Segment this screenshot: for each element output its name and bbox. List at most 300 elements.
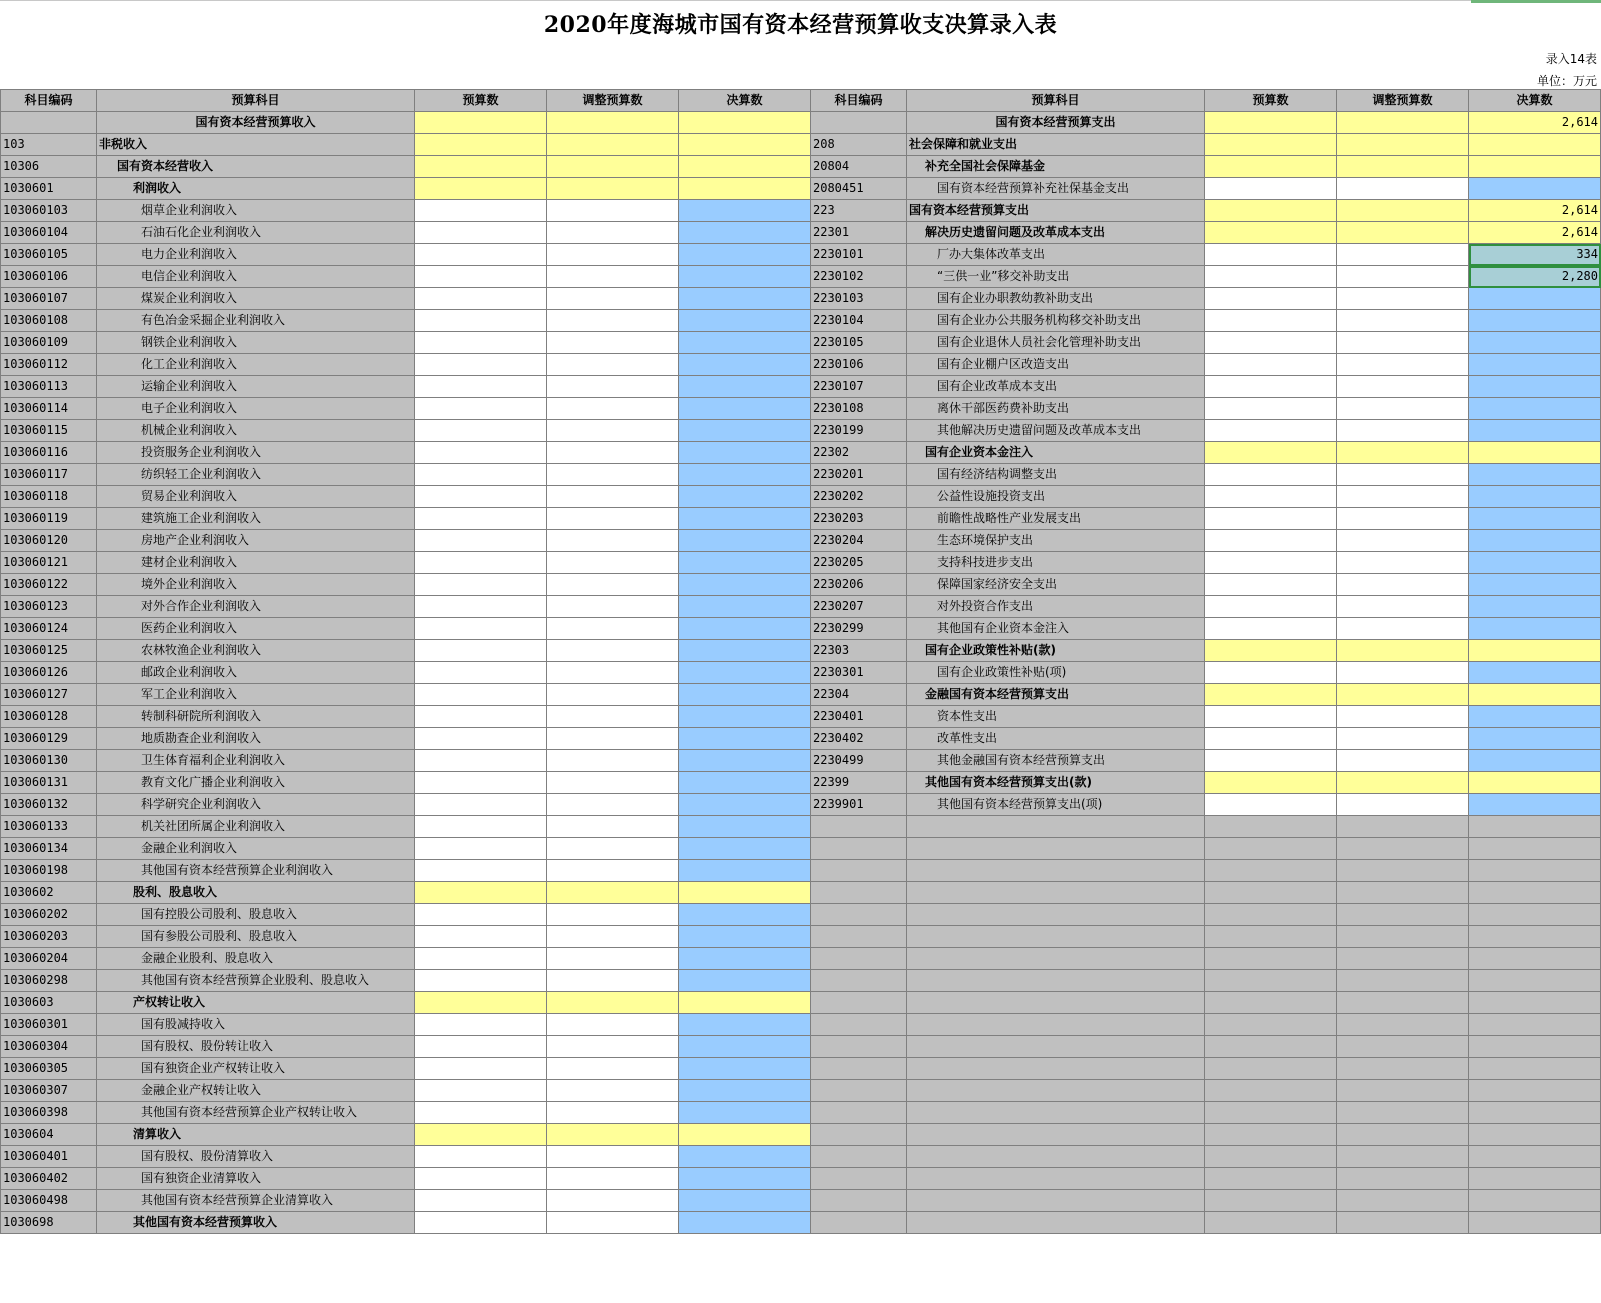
income-budget-cell[interactable] xyxy=(415,178,547,200)
income-adjusted-cell[interactable] xyxy=(547,794,679,816)
income-code-cell[interactable]: 103060134 xyxy=(1,838,97,860)
income-subject-cell[interactable]: 境外企业利润收入 xyxy=(97,574,415,596)
income-code-cell[interactable]: 103060204 xyxy=(1,948,97,970)
income-subject-cell[interactable]: 清算收入 xyxy=(97,1124,415,1146)
expense-budget-cell[interactable] xyxy=(1205,574,1337,596)
income-subject-cell[interactable]: 电信企业利润收入 xyxy=(97,266,415,288)
income-code-cell[interactable]: 103060124 xyxy=(1,618,97,640)
expense-final-cell[interactable] xyxy=(1469,640,1601,662)
income-adjusted-cell[interactable] xyxy=(547,288,679,310)
income-subject-cell[interactable]: 其他国有资本经营预算企业利润收入 xyxy=(97,860,415,882)
income-budget-cell[interactable] xyxy=(415,838,547,860)
expense-code-cell[interactable]: 2239901 xyxy=(811,794,907,816)
expense-subject-cell[interactable]: 前瞻性战略性产业发展支出 xyxy=(907,508,1205,530)
income-final-cell[interactable] xyxy=(679,1014,811,1036)
income-adjusted-cell[interactable] xyxy=(547,332,679,354)
income-adjusted-cell[interactable] xyxy=(547,772,679,794)
header-income-budget[interactable]: 预算数 xyxy=(415,90,547,112)
income-adjusted-cell[interactable] xyxy=(547,376,679,398)
expense-code-cell[interactable]: 2230401 xyxy=(811,706,907,728)
income-subject-cell[interactable]: 国有参股公司股利、股息收入 xyxy=(97,926,415,948)
income-subject-cell[interactable]: 国有独资企业产权转让收入 xyxy=(97,1058,415,1080)
expense-adjusted-cell[interactable] xyxy=(1337,530,1469,552)
income-budget-cell[interactable] xyxy=(415,992,547,1014)
income-budget-cell[interactable] xyxy=(415,288,547,310)
expense-code-cell[interactable]: 208 xyxy=(811,134,907,156)
income-code-cell[interactable]: 103060398 xyxy=(1,1102,97,1124)
income-adjusted-cell[interactable] xyxy=(547,992,679,1014)
income-subject-cell[interactable]: 转制科研院所利润收入 xyxy=(97,706,415,728)
header-income-code[interactable]: 科目编码 xyxy=(1,90,97,112)
expense-adjusted-cell[interactable] xyxy=(1337,420,1469,442)
expense-budget-cell[interactable] xyxy=(1205,728,1337,750)
header-income-adjusted[interactable]: 调整预算数 xyxy=(547,90,679,112)
expense-final-cell[interactable]: 2,280 xyxy=(1469,266,1601,288)
income-adjusted-cell[interactable] xyxy=(547,970,679,992)
income-subject-cell[interactable]: 科学研究企业利润收入 xyxy=(97,794,415,816)
expense-code-cell[interactable]: 2230106 xyxy=(811,354,907,376)
expense-budget-cell[interactable] xyxy=(1205,156,1337,178)
income-subject-cell[interactable]: 化工企业利润收入 xyxy=(97,354,415,376)
expense-code-cell[interactable]: 2230206 xyxy=(811,574,907,596)
income-budget-cell[interactable] xyxy=(415,574,547,596)
expense-subject-cell[interactable]: 国有企业棚户区改造支出 xyxy=(907,354,1205,376)
income-final-cell[interactable] xyxy=(679,266,811,288)
income-code-cell[interactable]: 1030698 xyxy=(1,1212,97,1234)
income-subject-cell[interactable]: 产权转让收入 xyxy=(97,992,415,1014)
income-adjusted-cell[interactable] xyxy=(547,640,679,662)
income-subject-cell[interactable]: 房地产企业利润收入 xyxy=(97,530,415,552)
income-final-cell[interactable] xyxy=(679,552,811,574)
income-code-cell[interactable]: 103060123 xyxy=(1,596,97,618)
expense-budget-cell[interactable] xyxy=(1205,134,1337,156)
income-adjusted-cell[interactable] xyxy=(547,464,679,486)
expense-adjusted-cell[interactable] xyxy=(1337,178,1469,200)
expense-subject-cell[interactable]: 国有企业政策性补贴(项) xyxy=(907,662,1205,684)
income-code-cell[interactable]: 103060109 xyxy=(1,332,97,354)
expense-budget-cell[interactable] xyxy=(1205,772,1337,794)
expense-budget-cell[interactable] xyxy=(1205,684,1337,706)
income-budget-cell[interactable] xyxy=(415,354,547,376)
expense-code-cell[interactable]: 2080451 xyxy=(811,178,907,200)
income-subject-cell[interactable]: 金融企业产权转让收入 xyxy=(97,1080,415,1102)
income-final-cell[interactable] xyxy=(679,838,811,860)
expense-budget-cell[interactable] xyxy=(1205,200,1337,222)
income-adjusted-cell[interactable] xyxy=(547,530,679,552)
expense-budget-cell[interactable] xyxy=(1205,398,1337,420)
income-final-cell[interactable] xyxy=(679,948,811,970)
expense-final-cell[interactable] xyxy=(1469,530,1601,552)
income-adjusted-cell[interactable] xyxy=(547,134,679,156)
income-final-cell[interactable] xyxy=(679,134,811,156)
expense-subject-cell[interactable]: 公益性设施投资支出 xyxy=(907,486,1205,508)
income-code-cell[interactable]: 103060120 xyxy=(1,530,97,552)
expense-final-cell[interactable]: 334 xyxy=(1469,244,1601,266)
expense-code-cell[interactable]: 223 xyxy=(811,200,907,222)
expense-final-cell[interactable] xyxy=(1469,156,1601,178)
expense-budget-cell[interactable] xyxy=(1205,486,1337,508)
income-adjusted-cell[interactable] xyxy=(547,552,679,574)
income-final-cell[interactable] xyxy=(679,684,811,706)
income-code-cell[interactable]: 1030602 xyxy=(1,882,97,904)
income-final-cell[interactable] xyxy=(679,816,811,838)
expense-code-cell[interactable]: 2230107 xyxy=(811,376,907,398)
expense-subject-cell[interactable]: 其他国有企业资本金注入 xyxy=(907,618,1205,640)
income-final-cell[interactable] xyxy=(679,112,811,134)
income-adjusted-cell[interactable] xyxy=(547,508,679,530)
expense-adjusted-cell[interactable] xyxy=(1337,244,1469,266)
income-subject-cell[interactable]: 其他国有资本经营预算企业股利、股息收入 xyxy=(97,970,415,992)
income-budget-cell[interactable] xyxy=(415,970,547,992)
income-code-cell[interactable]: 103060132 xyxy=(1,794,97,816)
income-adjusted-cell[interactable] xyxy=(547,354,679,376)
income-code-cell[interactable]: 103060104 xyxy=(1,222,97,244)
income-adjusted-cell[interactable] xyxy=(547,1080,679,1102)
income-budget-cell[interactable] xyxy=(415,1080,547,1102)
income-final-cell[interactable] xyxy=(679,464,811,486)
income-code-cell[interactable]: 103060128 xyxy=(1,706,97,728)
expense-final-cell[interactable]: 2,614 xyxy=(1469,112,1601,134)
expense-code-cell[interactable]: 2230101 xyxy=(811,244,907,266)
income-code-cell[interactable]: 1030603 xyxy=(1,992,97,1014)
income-adjusted-cell[interactable] xyxy=(547,266,679,288)
income-code-cell[interactable]: 103060116 xyxy=(1,442,97,464)
expense-adjusted-cell[interactable] xyxy=(1337,728,1469,750)
income-final-cell[interactable] xyxy=(679,1102,811,1124)
expense-adjusted-cell[interactable] xyxy=(1337,794,1469,816)
income-code-cell[interactable]: 103060130 xyxy=(1,750,97,772)
income-budget-cell[interactable] xyxy=(415,156,547,178)
income-code-cell[interactable]: 103060106 xyxy=(1,266,97,288)
expense-adjusted-cell[interactable] xyxy=(1337,486,1469,508)
income-final-cell[interactable] xyxy=(679,992,811,1014)
income-adjusted-cell[interactable] xyxy=(547,838,679,860)
income-final-cell[interactable] xyxy=(679,332,811,354)
header-income-subject[interactable]: 预算科目 xyxy=(97,90,415,112)
income-final-cell[interactable] xyxy=(679,156,811,178)
income-budget-cell[interactable] xyxy=(415,618,547,640)
income-budget-cell[interactable] xyxy=(415,266,547,288)
income-budget-cell[interactable] xyxy=(415,596,547,618)
expense-budget-cell[interactable] xyxy=(1205,508,1337,530)
income-final-cell[interactable] xyxy=(679,486,811,508)
income-final-cell[interactable] xyxy=(679,574,811,596)
income-adjusted-cell[interactable] xyxy=(547,1168,679,1190)
income-budget-cell[interactable] xyxy=(415,882,547,904)
expense-subject-cell[interactable]: 支持科技进步支出 xyxy=(907,552,1205,574)
income-adjusted-cell[interactable] xyxy=(547,662,679,684)
income-final-cell[interactable] xyxy=(679,1124,811,1146)
income-adjusted-cell[interactable] xyxy=(547,706,679,728)
income-final-cell[interactable] xyxy=(679,442,811,464)
expense-adjusted-cell[interactable] xyxy=(1337,112,1469,134)
expense-final-cell[interactable] xyxy=(1469,486,1601,508)
income-subject-cell[interactable]: 其他国有资本经营预算收入 xyxy=(97,1212,415,1234)
expense-adjusted-cell[interactable] xyxy=(1337,508,1469,530)
income-budget-cell[interactable] xyxy=(415,904,547,926)
expense-budget-cell[interactable] xyxy=(1205,706,1337,728)
expense-final-cell[interactable] xyxy=(1469,772,1601,794)
income-budget-cell[interactable] xyxy=(415,684,547,706)
expense-code-cell[interactable]: 2230202 xyxy=(811,486,907,508)
income-adjusted-cell[interactable] xyxy=(547,816,679,838)
income-subject-cell[interactable]: 对外合作企业利润收入 xyxy=(97,596,415,618)
expense-adjusted-cell[interactable] xyxy=(1337,398,1469,420)
expense-final-cell[interactable] xyxy=(1469,288,1601,310)
expense-final-cell[interactable] xyxy=(1469,706,1601,728)
expense-subject-cell[interactable]: 补充全国社会保障基金 xyxy=(907,156,1205,178)
income-code-cell[interactable]: 103060118 xyxy=(1,486,97,508)
income-final-cell[interactable] xyxy=(679,178,811,200)
income-adjusted-cell[interactable] xyxy=(547,618,679,640)
expense-subject-cell[interactable]: 解决历史遗留问题及改革成本支出 xyxy=(907,222,1205,244)
income-subject-cell[interactable]: 邮政企业利润收入 xyxy=(97,662,415,684)
income-budget-cell[interactable] xyxy=(415,1058,547,1080)
expense-code-cell[interactable]: 22303 xyxy=(811,640,907,662)
expense-final-cell[interactable] xyxy=(1469,574,1601,596)
income-final-cell[interactable] xyxy=(679,244,811,266)
income-final-cell[interactable] xyxy=(679,772,811,794)
expense-final-cell[interactable]: 2,614 xyxy=(1469,222,1601,244)
income-subject-cell[interactable]: 电力企业利润收入 xyxy=(97,244,415,266)
income-adjusted-cell[interactable] xyxy=(547,1102,679,1124)
expense-final-cell[interactable]: 2,614 xyxy=(1469,200,1601,222)
expense-adjusted-cell[interactable] xyxy=(1337,464,1469,486)
income-budget-cell[interactable] xyxy=(415,1014,547,1036)
income-subject-cell[interactable]: 金融企业利润收入 xyxy=(97,838,415,860)
income-final-cell[interactable] xyxy=(679,288,811,310)
income-final-cell[interactable] xyxy=(679,596,811,618)
income-code-cell[interactable]: 103060126 xyxy=(1,662,97,684)
income-final-cell[interactable] xyxy=(679,970,811,992)
expense-code-cell[interactable]: 2230102 xyxy=(811,266,907,288)
income-subject-cell[interactable]: 烟草企业利润收入 xyxy=(97,200,415,222)
expense-budget-cell[interactable] xyxy=(1205,244,1337,266)
expense-subject-cell[interactable]: 其他金融国有资本经营预算支出 xyxy=(907,750,1205,772)
income-final-cell[interactable] xyxy=(679,1190,811,1212)
income-code-cell[interactable]: 1030604 xyxy=(1,1124,97,1146)
income-final-cell[interactable] xyxy=(679,200,811,222)
income-code-cell[interactable]: 103060301 xyxy=(1,1014,97,1036)
expense-code-cell[interactable]: 2230199 xyxy=(811,420,907,442)
header-expense-adjusted[interactable]: 调整预算数 xyxy=(1337,90,1469,112)
expense-adjusted-cell[interactable] xyxy=(1337,684,1469,706)
income-final-cell[interactable] xyxy=(679,750,811,772)
expense-budget-cell[interactable] xyxy=(1205,376,1337,398)
expense-budget-cell[interactable] xyxy=(1205,640,1337,662)
expense-final-cell[interactable] xyxy=(1469,178,1601,200)
expense-subject-cell[interactable]: 金融国有资本经营预算支出 xyxy=(907,684,1205,706)
header-expense-budget[interactable]: 预算数 xyxy=(1205,90,1337,112)
income-final-cell[interactable] xyxy=(679,1212,811,1234)
income-code-cell[interactable]: 103060113 xyxy=(1,376,97,398)
expense-final-cell[interactable] xyxy=(1469,398,1601,420)
expense-adjusted-cell[interactable] xyxy=(1337,574,1469,596)
expense-subject-cell[interactable]: 国有企业资本金注入 xyxy=(907,442,1205,464)
income-subject-cell[interactable]: 钢铁企业利润收入 xyxy=(97,332,415,354)
header-expense-code[interactable]: 科目编码 xyxy=(811,90,907,112)
income-subject-cell[interactable]: 非税收入 xyxy=(97,134,415,156)
expense-code-cell[interactable]: 22301 xyxy=(811,222,907,244)
income-adjusted-cell[interactable] xyxy=(547,200,679,222)
expense-final-cell[interactable] xyxy=(1469,750,1601,772)
expense-adjusted-cell[interactable] xyxy=(1337,134,1469,156)
expense-subject-cell[interactable]: 国有资本经营预算补充社保基金支出 xyxy=(907,178,1205,200)
income-adjusted-cell[interactable] xyxy=(547,1146,679,1168)
expense-subject-cell[interactable]: 生态环境保护支出 xyxy=(907,530,1205,552)
income-code-cell[interactable] xyxy=(1,112,97,134)
income-budget-cell[interactable] xyxy=(415,816,547,838)
income-subject-cell[interactable]: 运输企业利润收入 xyxy=(97,376,415,398)
expense-budget-cell[interactable] xyxy=(1205,420,1337,442)
income-budget-cell[interactable] xyxy=(415,948,547,970)
expense-final-cell[interactable] xyxy=(1469,354,1601,376)
expense-code-cell[interactable]: 2230201 xyxy=(811,464,907,486)
expense-code-cell[interactable]: 2230499 xyxy=(811,750,907,772)
income-code-cell[interactable]: 103060112 xyxy=(1,354,97,376)
expense-final-cell[interactable] xyxy=(1469,310,1601,332)
income-subject-cell[interactable]: 国有独资企业清算收入 xyxy=(97,1168,415,1190)
income-subject-cell[interactable]: 煤炭企业利润收入 xyxy=(97,288,415,310)
income-code-cell[interactable]: 103060133 xyxy=(1,816,97,838)
income-subject-cell[interactable]: 建筑施工企业利润收入 xyxy=(97,508,415,530)
income-final-cell[interactable] xyxy=(679,508,811,530)
income-code-cell[interactable]: 103060203 xyxy=(1,926,97,948)
expense-subject-cell[interactable]: 其他国有资本经营预算支出(项) xyxy=(907,794,1205,816)
income-subject-cell[interactable]: 医药企业利润收入 xyxy=(97,618,415,640)
income-final-cell[interactable] xyxy=(679,398,811,420)
expense-subject-cell[interactable]: 社会保障和就业支出 xyxy=(907,134,1205,156)
income-budget-cell[interactable] xyxy=(415,222,547,244)
income-subject-cell[interactable]: 农林牧渔企业利润收入 xyxy=(97,640,415,662)
income-subject-cell[interactable]: 利润收入 xyxy=(97,178,415,200)
expense-code-cell[interactable]: 2230105 xyxy=(811,332,907,354)
income-adjusted-cell[interactable] xyxy=(547,112,679,134)
expense-subject-cell[interactable]: 国有企业办职教幼教补助支出 xyxy=(907,288,1205,310)
income-adjusted-cell[interactable] xyxy=(547,310,679,332)
expense-budget-cell[interactable] xyxy=(1205,662,1337,684)
expense-final-cell[interactable] xyxy=(1469,662,1601,684)
income-adjusted-cell[interactable] xyxy=(547,244,679,266)
income-subject-cell[interactable]: 教育文化广播企业利润收入 xyxy=(97,772,415,794)
income-code-cell[interactable]: 103060117 xyxy=(1,464,97,486)
expense-budget-cell[interactable] xyxy=(1205,178,1337,200)
income-adjusted-cell[interactable] xyxy=(547,574,679,596)
header-expense-subject[interactable]: 预算科目 xyxy=(907,90,1205,112)
income-budget-cell[interactable] xyxy=(415,376,547,398)
expense-adjusted-cell[interactable] xyxy=(1337,640,1469,662)
income-budget-cell[interactable] xyxy=(415,1190,547,1212)
income-subject-cell[interactable]: 机械企业利润收入 xyxy=(97,420,415,442)
income-budget-cell[interactable] xyxy=(415,134,547,156)
income-final-cell[interactable] xyxy=(679,420,811,442)
header-income-final[interactable]: 决算数 xyxy=(679,90,811,112)
income-budget-cell[interactable] xyxy=(415,640,547,662)
expense-budget-cell[interactable] xyxy=(1205,794,1337,816)
income-budget-cell[interactable] xyxy=(415,750,547,772)
expense-code-cell[interactable]: 2230299 xyxy=(811,618,907,640)
income-subject-cell[interactable]: 国有股权、股份转让收入 xyxy=(97,1036,415,1058)
expense-final-cell[interactable] xyxy=(1469,376,1601,398)
income-budget-cell[interactable] xyxy=(415,1212,547,1234)
expense-code-cell[interactable]: 22399 xyxy=(811,772,907,794)
income-final-cell[interactable] xyxy=(679,530,811,552)
expense-budget-cell[interactable] xyxy=(1205,530,1337,552)
expense-subject-cell[interactable]: 改革性支出 xyxy=(907,728,1205,750)
income-adjusted-cell[interactable] xyxy=(547,486,679,508)
expense-budget-cell[interactable] xyxy=(1205,618,1337,640)
income-adjusted-cell[interactable] xyxy=(547,882,679,904)
header-expense-final[interactable]: 决算数 xyxy=(1469,90,1601,112)
income-subject-cell[interactable]: 其他国有资本经营预算企业清算收入 xyxy=(97,1190,415,1212)
expense-subject-cell[interactable]: 资本性支出 xyxy=(907,706,1205,728)
expense-subject-cell[interactable]: 国有经济结构调整支出 xyxy=(907,464,1205,486)
expense-subject-cell[interactable]: 其他国有资本经营预算支出(款) xyxy=(907,772,1205,794)
expense-code-cell[interactable]: 2230103 xyxy=(811,288,907,310)
income-code-cell[interactable]: 103060498 xyxy=(1,1190,97,1212)
income-budget-cell[interactable] xyxy=(415,860,547,882)
income-budget-cell[interactable] xyxy=(415,332,547,354)
expense-final-cell[interactable] xyxy=(1469,728,1601,750)
income-final-cell[interactable] xyxy=(679,904,811,926)
expense-adjusted-cell[interactable] xyxy=(1337,354,1469,376)
income-subject-cell[interactable]: 电子企业利润收入 xyxy=(97,398,415,420)
income-adjusted-cell[interactable] xyxy=(547,1212,679,1234)
income-subject-cell[interactable]: 建材企业利润收入 xyxy=(97,552,415,574)
expense-budget-cell[interactable] xyxy=(1205,332,1337,354)
expense-subject-cell[interactable]: 其他解决历史遗留问题及改革成本支出 xyxy=(907,420,1205,442)
income-budget-cell[interactable] xyxy=(415,552,547,574)
income-subject-cell[interactable]: 地质勘查企业利润收入 xyxy=(97,728,415,750)
expense-subject-cell[interactable]: 国有企业退休人员社会化管理补助支出 xyxy=(907,332,1205,354)
income-budget-cell[interactable] xyxy=(415,200,547,222)
income-final-cell[interactable] xyxy=(679,926,811,948)
income-final-cell[interactable] xyxy=(679,222,811,244)
income-adjusted-cell[interactable] xyxy=(547,1124,679,1146)
expense-final-cell[interactable] xyxy=(1469,420,1601,442)
income-budget-cell[interactable] xyxy=(415,772,547,794)
income-code-cell[interactable]: 103060119 xyxy=(1,508,97,530)
expense-adjusted-cell[interactable] xyxy=(1337,662,1469,684)
income-budget-cell[interactable] xyxy=(415,1036,547,1058)
expense-code-cell[interactable] xyxy=(811,112,907,134)
income-budget-cell[interactable] xyxy=(415,244,547,266)
expense-adjusted-cell[interactable] xyxy=(1337,750,1469,772)
income-code-cell[interactable]: 103060304 xyxy=(1,1036,97,1058)
income-code-cell[interactable]: 103060298 xyxy=(1,970,97,992)
expense-code-cell[interactable]: 2230402 xyxy=(811,728,907,750)
income-subject-cell[interactable]: 有色冶金采掘企业利润收入 xyxy=(97,310,415,332)
income-adjusted-cell[interactable] xyxy=(547,596,679,618)
income-code-cell[interactable]: 103060122 xyxy=(1,574,97,596)
income-adjusted-cell[interactable] xyxy=(547,948,679,970)
expense-budget-cell[interactable] xyxy=(1205,112,1337,134)
expense-code-cell[interactable]: 2230205 xyxy=(811,552,907,574)
income-budget-cell[interactable] xyxy=(415,1168,547,1190)
income-code-cell[interactable]: 103060108 xyxy=(1,310,97,332)
expense-code-cell[interactable]: 2230204 xyxy=(811,530,907,552)
income-code-cell[interactable]: 103060401 xyxy=(1,1146,97,1168)
income-adjusted-cell[interactable] xyxy=(547,860,679,882)
expense-final-cell[interactable] xyxy=(1469,794,1601,816)
income-code-cell[interactable]: 103060125 xyxy=(1,640,97,662)
income-budget-cell[interactable] xyxy=(415,1124,547,1146)
expense-adjusted-cell[interactable] xyxy=(1337,772,1469,794)
income-subject-cell[interactable]: 国有控股公司股利、股息收入 xyxy=(97,904,415,926)
expense-final-cell[interactable] xyxy=(1469,332,1601,354)
income-final-cell[interactable] xyxy=(679,376,811,398)
income-budget-cell[interactable] xyxy=(415,662,547,684)
